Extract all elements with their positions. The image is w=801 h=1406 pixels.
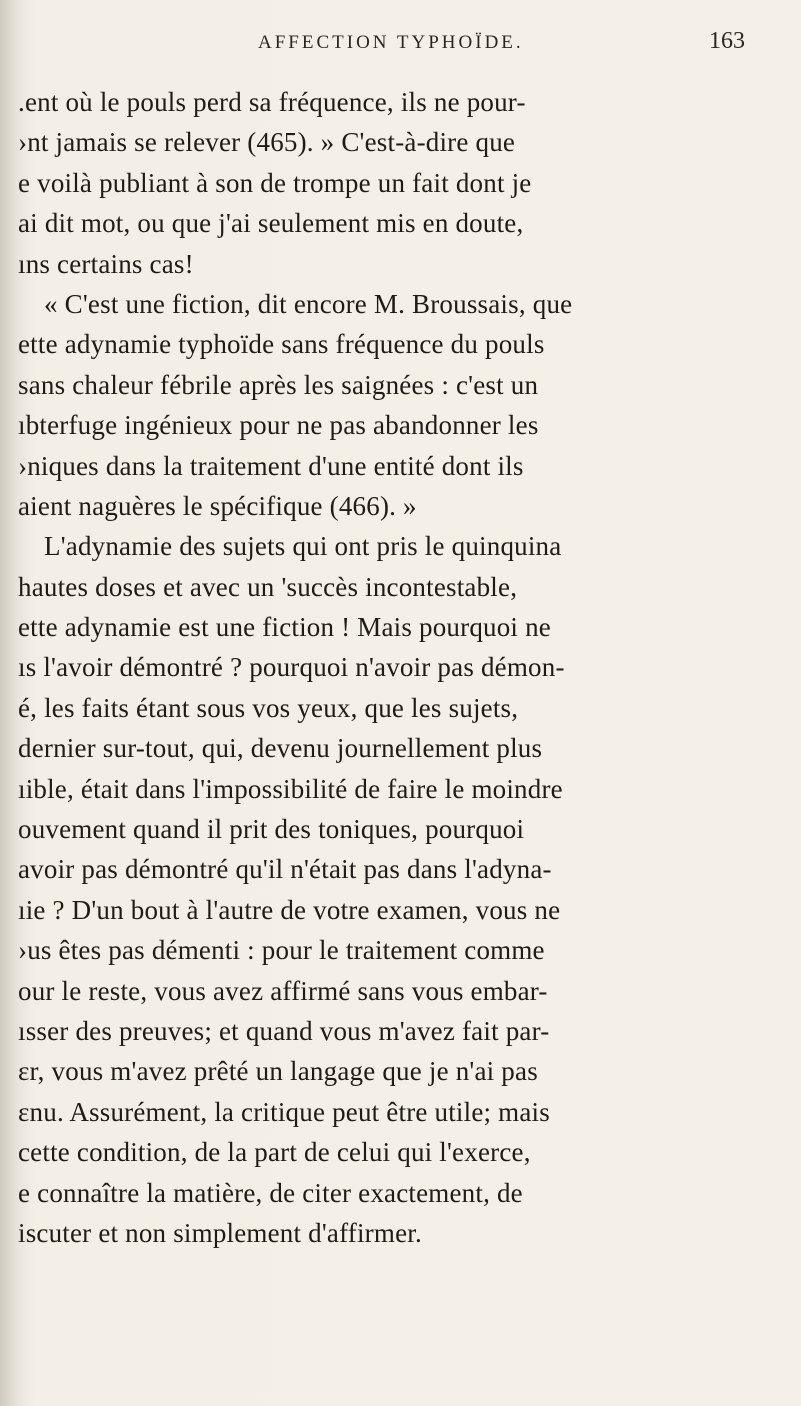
text-line: ›us êtes pas démenti : pour le traitement comme (18, 935, 545, 966)
text-line: é, les faits étant sous vos yeux, que les sujets, (18, 692, 519, 723)
text-line: avoir pas démontré qu'il n'était pas dans l'adyna- (18, 854, 552, 885)
text-line: e voilà publiant à son de trompe un fait dont je (18, 167, 532, 198)
text-line: ette adynamie est une fiction ! Mais pourquoi ne (18, 612, 551, 643)
text-line: « C'est une fiction, dit encore M. Broussais, que (44, 288, 573, 319)
text-line: our le reste, vous avez affirmé sans vous embar- (18, 975, 548, 1006)
text-line: hautes doses et avec un 'succès incontestable, (18, 571, 518, 602)
text-line: ouvement quand il prit des toniques, pourquoi (18, 814, 525, 845)
text-line: ıie ? D'un bout à l'autre de votre examen, vous ne (18, 894, 561, 925)
page-number: 163 (709, 28, 745, 54)
text-line: ıns certains cas! (18, 248, 194, 279)
text-line: cette condition, de la part de celui qui l'exerce, (18, 1137, 531, 1168)
text-line: sans chaleur fébrile après les saignées : c'est un (18, 369, 539, 400)
text-line: aient naguères le spécifique (466). » (18, 490, 417, 521)
page-header (0, 28, 801, 68)
text-line: ›nt jamais se relever (465). » C'est-à-dire que (18, 127, 516, 158)
text-line: ai dit mot, ou que j'ai seulement mis en doute, (18, 208, 524, 239)
text-line: ette adynamie typhoïde sans fréquence du pouls (18, 329, 545, 360)
text-line: dernier sur-tout, qui, devenu journellement plus (18, 733, 543, 764)
text-line: ɛr, vous m'avez prêté un langage que je n'ai pas (18, 1056, 538, 1087)
text-line: e connaître la matière, de citer exactement, de (18, 1177, 523, 1208)
text-line: ısser des preuves; et quand vous m'avez fait par- (18, 1015, 550, 1046)
text-line: L'adynamie des sujets qui ont pris le quinquina (44, 531, 562, 562)
text-line: ›niques dans la traitement d'une entité dont ils (18, 450, 524, 481)
running-title: AFFECTION TYPHOÏDE. (258, 32, 524, 53)
text-line: iscuter et non simplement d'affirmer. (18, 1217, 422, 1248)
text-line: .ent où le pouls perd sa fréquence, ils ne pour- (18, 87, 526, 117)
text-line: ɛnu. Assurément, la critique peut être utile; mais (18, 1096, 550, 1127)
text-line: ıible, était dans l'impossibilité de faire le moindre (18, 773, 563, 804)
text-line: ıs l'avoir démontré ? pourquoi n'avoir pas démon- (18, 652, 565, 683)
body-text (18, 82, 788, 1253)
text-line: ıbterfuge ingénieux pour ne pas abandonner les (18, 410, 539, 441)
